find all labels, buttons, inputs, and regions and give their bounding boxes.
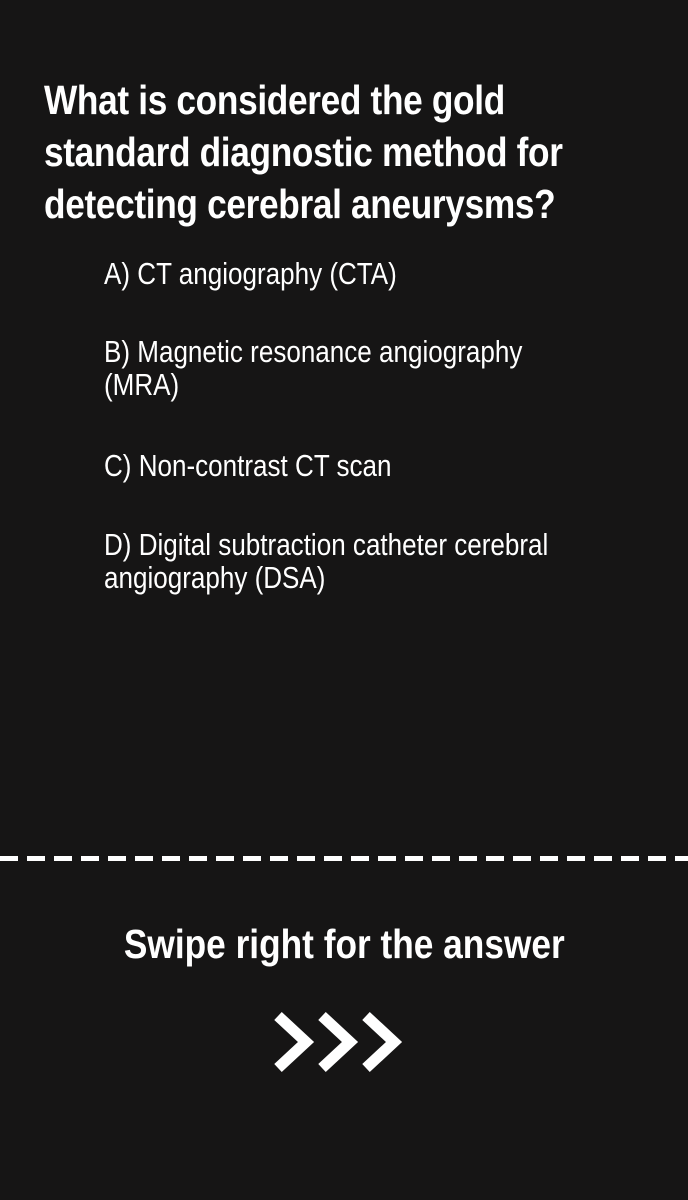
dashed-divider <box>0 856 688 861</box>
triple-chevron-right-icon[interactable] <box>272 1006 416 1078</box>
option-a-label: A) CT angiography (CTA) <box>104 256 397 291</box>
option-a <box>104 257 658 290</box>
option-b <box>104 335 658 401</box>
swipe-prompt-label: Swipe right for the answer <box>123 921 565 967</box>
swipe-prompt <box>0 918 688 970</box>
option-d-label-line-1: D) Digital subtraction catheter cerebral <box>104 527 549 562</box>
option-d-label-line-2: angiography (DSA) <box>104 560 326 595</box>
option-d <box>104 528 658 594</box>
option-b-label-line-2: (MRA) <box>104 367 180 402</box>
option-c <box>104 449 658 482</box>
option-c-label: C) Non-contrast CT scan <box>104 448 392 483</box>
question-line-2: standard diagnostic method for <box>44 129 563 175</box>
question-title <box>44 74 663 230</box>
question-line-1: What is considered the gold <box>44 77 505 123</box>
question-line-3: detecting cerebral aneurysms? <box>44 181 556 227</box>
option-b-label-line-1: B) Magnetic resonance angiography <box>104 334 523 369</box>
